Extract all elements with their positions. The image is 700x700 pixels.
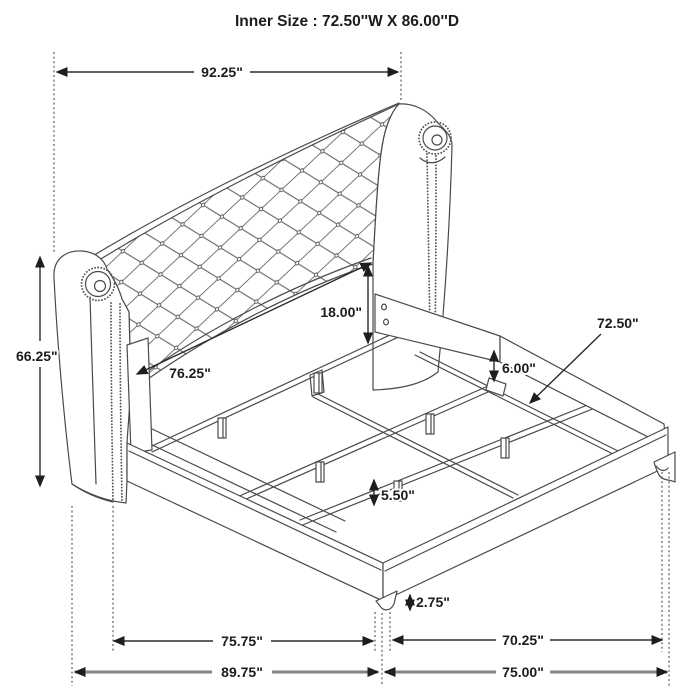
- dim-front-leg-label: 2.75": [416, 594, 450, 610]
- dim-overall-depth-label: 89.75": [221, 664, 263, 680]
- left-bracket: [127, 338, 152, 453]
- center-rail-left: [313, 394, 518, 498]
- dim-rail-drop-label: 6.00": [502, 360, 536, 376]
- dim-headboard-height-label: 66.25": [16, 348, 58, 364]
- foot-rail: [383, 427, 668, 601]
- dim-headboard-clearance-label: 18.00": [320, 304, 362, 320]
- dim-overall-foot-width-label: 75.00": [502, 664, 544, 680]
- dim-side-rail-label: 75.75": [221, 633, 263, 649]
- left-side-rail: [127, 443, 383, 601]
- rail-junction: [486, 378, 506, 396]
- dim-foot-inner-label: 70.25": [502, 632, 544, 648]
- dim-slat-leg-label: 5.50": [381, 487, 415, 503]
- dim-overall-width-label: 92.25": [201, 64, 243, 80]
- dim-headboard-width-label: 76.25": [169, 365, 211, 381]
- diagram-title: Inner Size : 72.50''W X 86.00''D: [234, 13, 460, 30]
- dim-inner-width-label: 72.50": [597, 315, 639, 331]
